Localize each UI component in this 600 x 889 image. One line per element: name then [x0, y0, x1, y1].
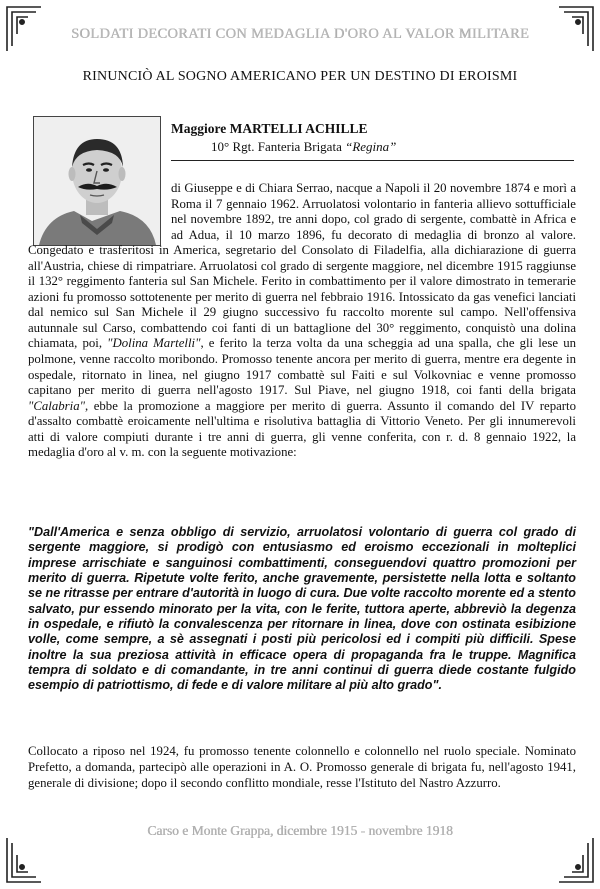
series-header: SOLDATI DECORATI CON MEDAGLIA D'ORO AL VALOR MILITARE [70, 26, 530, 42]
regiment-name: “Regina” [345, 139, 397, 154]
ornamental-corner-icon [556, 835, 596, 885]
soldier-name: Maggiore MARTELLI ACHILLE [171, 121, 368, 136]
article-title: RINUNCIÒ AL SOGNO AMERICANO PER UN DESTINO DI EROISMI [82, 69, 518, 84]
epilogue-text [28, 744, 576, 791]
dolina-name: "Dolina Martelli" [107, 336, 201, 351]
medal-motivation [28, 525, 576, 694]
biography-part-2: , e ferito la terza volta da una scheggia ad una spalla, che gli lese un polmone, venne raccolto moribondo. Promosso tenente ancora per merito di guerra, mentre era degente in ospedale, ritornato in linea, nel giugno 1917 combattè sul Faiti e sul Volkovniac e venne promosso capitano per merito di guerra nell'agosto 1917. Sul Piave, nel giugno 1918, coi fanti della brigata [28, 336, 576, 398]
regiment-line [211, 139, 396, 155]
biography-text [28, 181, 576, 461]
epilogue-paragraph: Collocato a riposo nel 1924, fu promosso tenente colonnello e colonnello nel ruolo speciale. Nominato Prefetto, a domanda, partecipò alle operazioni in A. O. Promosso generale di brigata fu, nell'agosto 1941, generale di divisione; dopo il secondo conflitto mondiale, resse l'Istituto del Nastro Azzurro. [28, 744, 576, 790]
footer-caption: Carso e Monte Grappa, dicembre 1915 - novembre 1918 [147, 823, 453, 838]
motivation-text: "Dall'America e senza obbligo di servizio, arruolatosi volontario di guerra col grado di sergente maggiore, si prodigò con entusiasmo ed eroismo eccezionali in molteplici imprese arrischiate e sanguinosi combattimenti, conseguendovi quattro promozioni per merito di guerra. Ripetute volte ferito, anche gravemente, persistette nella lotta e soltanto se ne ritrasse per entrare d'autorità in luogo di cura. Due volte raccolto morente ed a stento salvato, pur essendo minorato per la vita, con le ferite, tuttora aperte, abbreviò la degenza in ospedale, e rifiutò la convalescenza per ritornare in linea, dove con ostinata esibizione volle, come sempre, a sè assegnati i posti più pericolosi ed i compiti più difficili. Spese inoltre la sua preziosa attività in efficace opera di propaganda fra le truppe. Magnifica tempra di soldato e di comandante, in tre anni continui di guerra diede costante fulgido esempio di patriottismo, di fede e di valore militare al più alto grado". [28, 525, 576, 693]
brigade-name: "Calabria" [28, 398, 85, 413]
portrait-spacer [28, 181, 171, 243]
biography-part-1: di Giuseppe e di Chiara Serrao, nacque a Napoli il 20 novembre 1874 e morì a Roma il 7 gennaio 1962. Arruolatosi volontario in fanteria allievo sottufficiale nel novembre 1892, tre anni dopo, col grado di sergente, combattè in Africa e ad Adua, il 10 marzo 1896, fu decorato di medaglia di bronzo al valore. Congedato e trasferitosi in America, segretario del Consolato di Filadelfia, alla dichiarazione di guerra all'Austria, chiese di rimpatriare. Arruolatosi col grado di sergente maggiore, nel dicembre 1915 raggiunse il 132° reggimento fanteria sul San Michele. Ferito in combattimento per il valore dimostrato in temerarie azioni fu promosso sottotenente per merito di guerra nel febbraio 1916. Intossicato da gas venefici lanciati dal nemico sul San Michele il 29 giugno successivo fu raccolto morente sul campo. Nell'offensiva autunnale sul Carso, combattendo coi fanti di un battaglione del 30° reggimento, conquistò una dolina chiamata, poi, [28, 181, 576, 351]
biography-part-3: , ebbe la promozione a maggiore per merito di guerra. Assunto il comando del IV reparto d'assalto combattè eroicamente nell'ultima e risolutiva battaglia di Vittorio Veneto. Per gli innumerevoli atti di valore compiuti durante i tre anni di guerra, gli venne conferita, con r. d. 8 gennaio 1922, la medaglia d'oro al v. m. con la seguente motivazione: [28, 398, 576, 460]
divider-rule [171, 160, 574, 161]
regiment-prefix: 10° Rgt. Fanteria Brigata [211, 139, 346, 154]
ornamental-corner-icon [4, 835, 44, 885]
